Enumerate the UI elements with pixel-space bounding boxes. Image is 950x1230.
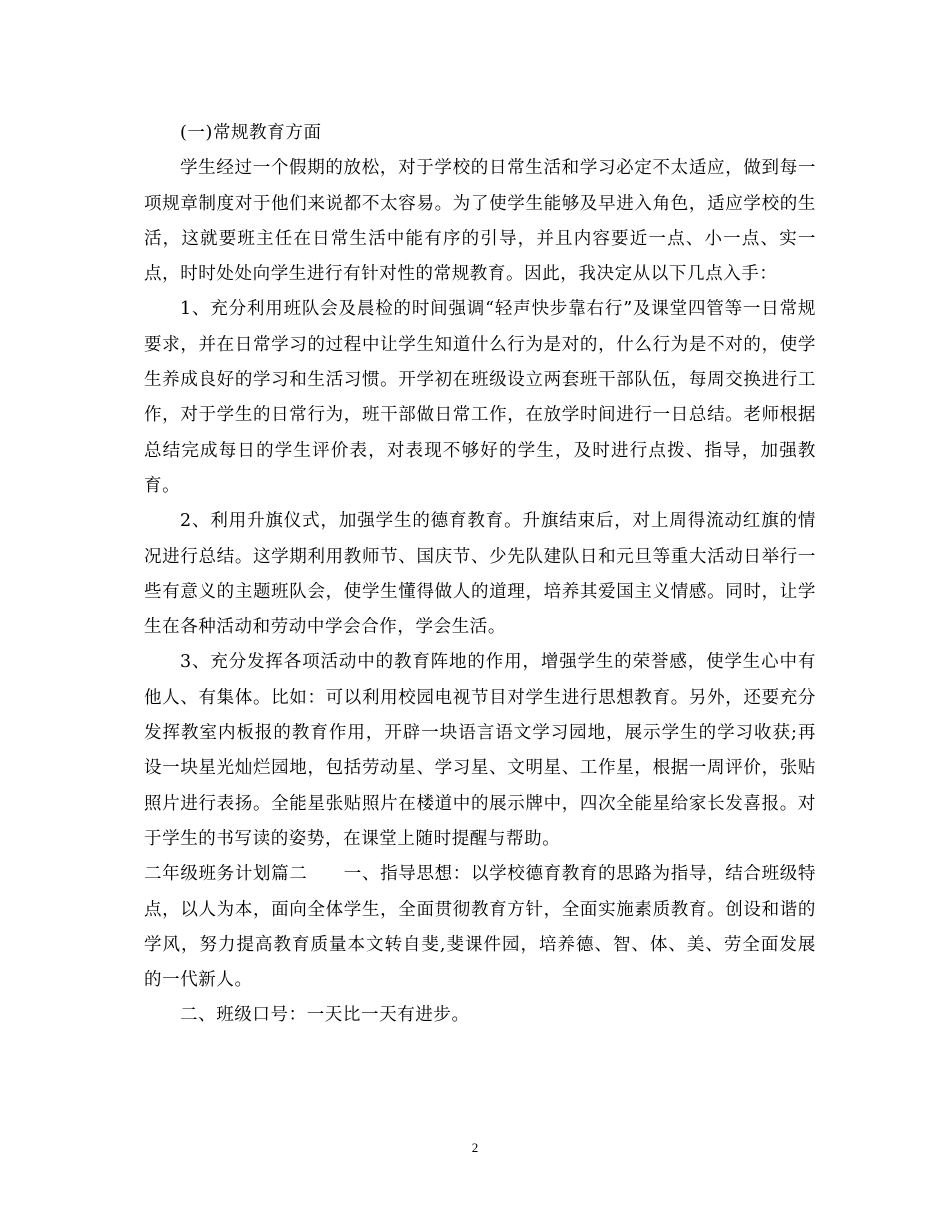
paragraph-intro: 学生经过一个假期的放松，对于学校的日常生活和学习必定不太适应，做到每一项规章制度对于他们来说都不太容易。为了使学生能够及早进入角色，适应学校的生活，这就要班主任在日常生活中能有序的引导，并且内容要近一点、小一点、实一点，时时处处向学生进行有针对性的常规教育。因此，我决定从以下几点入手： bbox=[144, 158, 816, 285]
paragraph-class-slogan: 二、班级口号：一天比一天有进步。 bbox=[180, 1005, 470, 1026]
paragraph-plan-two: 二年级班务计划篇二 一、指导思想：以学校德育教育的思路为指导，结合班级特点，以人为本，面向全体学生，全面贯彻教育方针，全面实施素质教育。创设和谐的学风，努力提高教育质量本文转自斐,斐课件园，培养德、智、体、美、劳全面发展的一代新人。 bbox=[144, 864, 816, 991]
document-body bbox=[144, 116, 816, 1034]
page-number: 2 bbox=[471, 1140, 479, 1155]
paragraph-item-1: 1、充分利用班队会及晨检的时间强调“轻声快步靠右行”及课堂四管等一日常规要求，并在日常学习的过程中让学生知道什么行为是对的，什么行为是不对的，使学生养成良好的学习和生活习惯。开学初在班级设立两套班干部队伍，每周交换进行工作，对于学生的日常行为，班干部做日常工作，在放学时间进行一日总结。老师根据总结完成每日的学生评价表，对表现不够好的学生，及时进行点拨、指导，加强教育。 bbox=[144, 299, 816, 496]
section-heading: (一)常规教育方面 bbox=[180, 123, 322, 143]
paragraph-item-3: 3、充分发挥各项活动中的教育阵地的作用，增强学生的荣誉感，使学生心中有他人、有集体。比如：可以利用校园电视节目对学生进行思想教育。另外，还要充分发挥教室内板报的教育作用，开辟一块语言语文学习园地，展示学生的学习收获;再设一块星光灿烂园地，包括劳动星、学习星、文明星、工作星，根据一周评价，张贴照片进行表扬。全能星张贴照片在楼道中的展示牌中，四次全能星给家长发喜报。对于学生的书写读的姿势，在课堂上随时提醒与帮助。 bbox=[144, 652, 816, 849]
paragraph-item-2: 2、利用升旗仪式，加强学生的德育教育。升旗结束后，对上周得流动红旗的情况进行总结。这学期利用教师节、国庆节、少先队建队日和元旦等重大活动日举行一些有意义的主题班队会，使学生懂得做人的道理，培养其爱国主义情感。同时，让学生在各种活动和劳动中学会合作，学会生活。 bbox=[144, 511, 816, 638]
